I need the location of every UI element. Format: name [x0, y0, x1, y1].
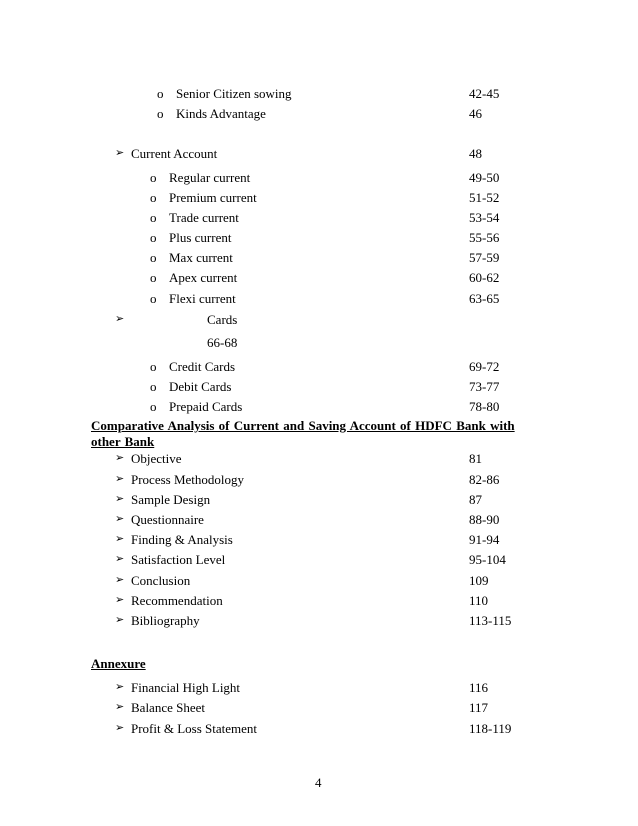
arrow-bullet-icon: ➢ — [115, 701, 125, 713]
arrow-bullet-icon: ➢ — [115, 313, 125, 325]
toc-entry-page: 81 — [469, 451, 482, 466]
toc-entry-label: Balance Sheet — [131, 700, 205, 715]
arrow-bullet-icon: ➢ — [115, 574, 125, 586]
arrow-bullet-icon: ➢ — [115, 473, 125, 485]
toc-entry-label: Credit Cards — [169, 359, 236, 374]
toc-entry-page: 53-54 — [469, 210, 500, 225]
circle-bullet-icon: o — [150, 190, 157, 205]
toc-entry-label: Bibliography — [131, 613, 200, 628]
toc-entry-label: Senior Citizen sowing — [176, 86, 292, 101]
circle-bullet-icon: o — [150, 270, 157, 285]
toc-entry-page: 55-56 — [469, 230, 500, 245]
toc-entry-page: 87 — [469, 492, 482, 507]
toc-entry-label: Plus current — [169, 230, 232, 245]
circle-bullet-icon: o — [150, 170, 157, 185]
toc-entry-label: Objective — [131, 451, 182, 466]
toc-entry-page: 82-86 — [469, 472, 500, 487]
toc-entry-label: Process Methodology — [131, 472, 245, 487]
toc-entry-label: Flexi current — [169, 291, 236, 306]
toc-entry-page: 60-62 — [469, 270, 500, 285]
toc-entry-page: 69-72 — [469, 359, 500, 374]
circle-bullet-icon: o — [150, 250, 157, 265]
toc-entry-page: 51-52 — [469, 190, 500, 205]
section-heading-continued: other Bank — [91, 434, 155, 449]
toc-entry-page: 42-45 — [469, 86, 500, 101]
toc-entry-page: 113-115 — [469, 613, 512, 628]
arrow-bullet-icon: ➢ — [115, 533, 125, 545]
toc-entry-label: Recommendation — [131, 593, 223, 608]
toc-entry-label: Max current — [169, 250, 233, 265]
page-number: 4 — [315, 775, 322, 790]
toc-entry-label: Premium current — [169, 190, 257, 205]
toc-entry-label: Conclusion — [131, 573, 191, 588]
toc-entry-page: 63-65 — [469, 291, 500, 306]
toc-entry-label: Finding & Analysis — [131, 532, 233, 547]
circle-bullet-icon: o — [150, 399, 157, 414]
toc-entry-page: 73-77 — [469, 379, 500, 394]
circle-bullet-icon: o — [157, 106, 164, 121]
toc-entry-label: Trade current — [169, 210, 239, 225]
toc-entry-page: 57-59 — [469, 250, 500, 265]
annexure-heading: Annexure — [91, 656, 146, 671]
arrow-bullet-icon: ➢ — [115, 452, 125, 464]
toc-entry-page: 49-50 — [469, 170, 500, 185]
toc-entry-label: Apex current — [169, 270, 238, 285]
toc-entry-page: 109 — [469, 573, 489, 588]
toc-entry-page: 88-90 — [469, 512, 500, 527]
toc-entry-label: Cards — [207, 312, 238, 327]
section-heading: Comparative Analysis of Current and Saving Account of HDFC Bank with — [91, 418, 515, 433]
arrow-bullet-icon: ➢ — [115, 513, 125, 525]
circle-bullet-icon: o — [150, 230, 157, 245]
toc-entry-label: Questionnaire — [131, 512, 204, 527]
toc-entry-label: Prepaid Cards — [169, 399, 243, 414]
circle-bullet-icon: o — [157, 86, 164, 101]
arrow-bullet-icon: ➢ — [115, 147, 125, 159]
toc-entry-label: Profit & Loss Statement — [131, 721, 258, 736]
toc-entry-label: Kinds Advantage — [176, 106, 266, 121]
arrow-bullet-icon: ➢ — [115, 722, 125, 734]
toc-entry-page: 91-94 — [469, 532, 500, 547]
toc-entry-page: 118-119 — [469, 721, 512, 736]
toc-entry-page: 110 — [469, 593, 489, 608]
circle-bullet-icon: o — [150, 359, 157, 374]
toc-entry-page: 78-80 — [469, 399, 500, 414]
toc-entry-label: Debit Cards — [169, 379, 232, 394]
toc-entry-label: Financial High Light — [131, 680, 241, 695]
arrow-bullet-icon: ➢ — [115, 614, 125, 626]
arrow-bullet-icon: ➢ — [115, 553, 125, 565]
circle-bullet-icon: o — [150, 291, 157, 306]
toc-entry-page: 48 — [469, 146, 482, 161]
toc-entry-page: 116 — [469, 680, 489, 695]
toc-entry-page: 66-68 — [207, 335, 238, 350]
arrow-bullet-icon: ➢ — [115, 594, 125, 606]
toc-entry-page: 46 — [469, 106, 482, 121]
toc-entry-page: 117 — [469, 700, 489, 715]
toc-entry-label: Sample Design — [131, 492, 211, 507]
toc-entry-label: Current Account — [131, 146, 218, 161]
circle-bullet-icon: o — [150, 210, 157, 225]
toc-entry-label: Regular current — [169, 170, 251, 185]
circle-bullet-icon: o — [150, 379, 157, 394]
toc-entry-page: 95-104 — [469, 552, 506, 567]
arrow-bullet-icon: ➢ — [115, 681, 125, 693]
arrow-bullet-icon: ➢ — [115, 493, 125, 505]
toc-entry-label: Satisfaction Level — [131, 552, 226, 567]
